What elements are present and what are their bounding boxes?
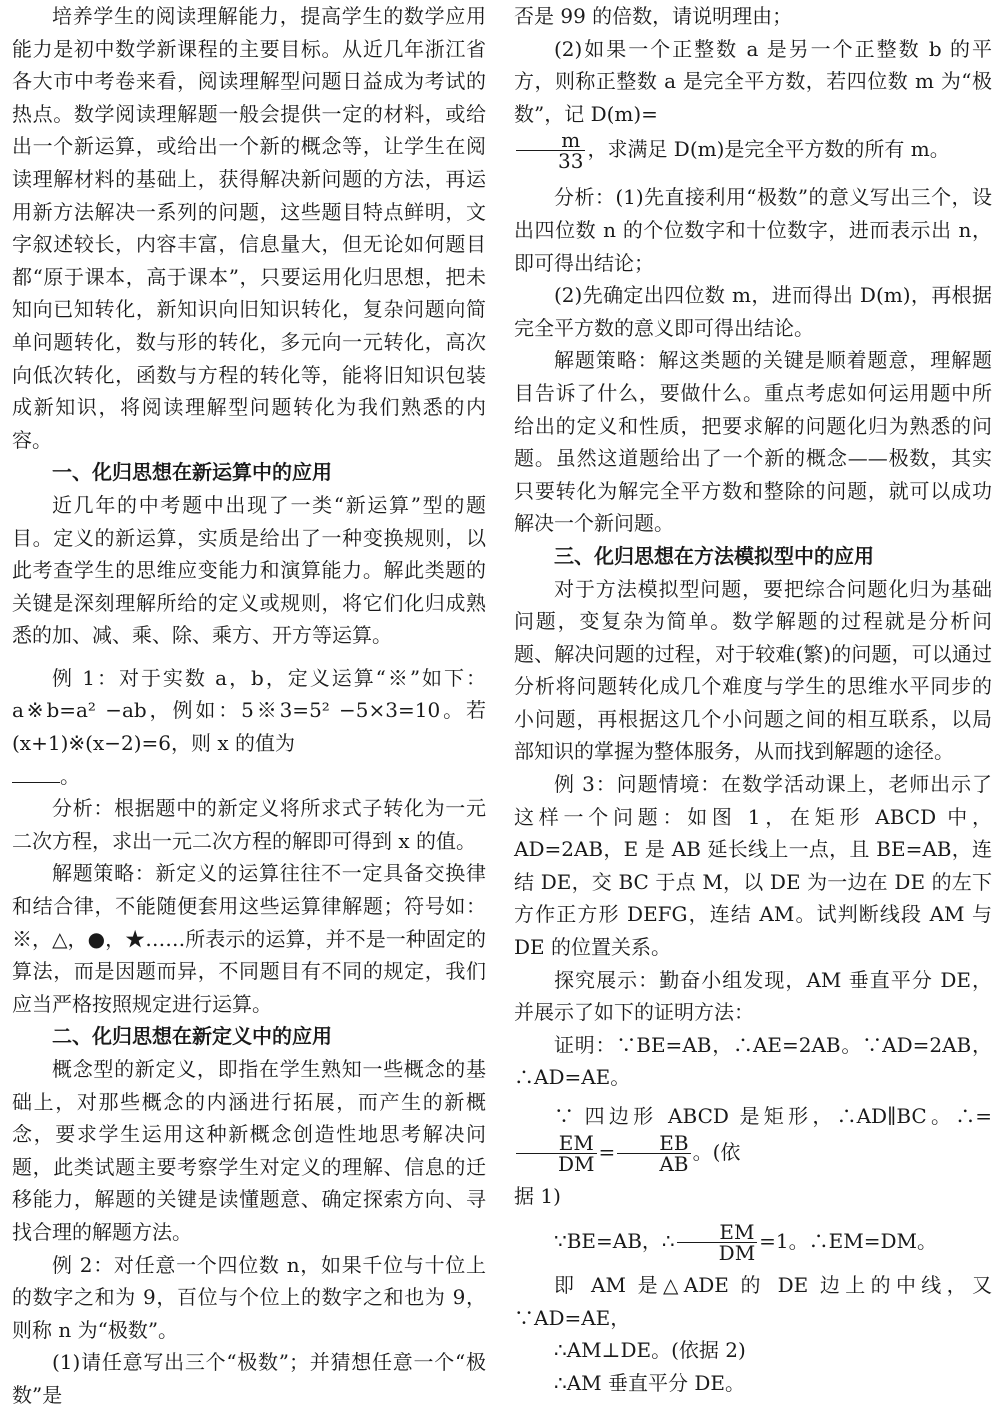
- section-3-paragraph: 对于方法模拟型问题，要把综合问题化归为基础问题，变复杂为简单。数学解题的过程就是分析问题、解决问题的过程，对于较难(繁)的问题，可以通过分析将问题转化成几个难度与学生的思维水平同步的小问题，再根据这几个小问题之间的相互联系，以局部知识的掌握为整体服务，从而找到解题的途径。: [514, 576, 992, 764]
- intro-paragraph: 培养学生的阅读理解能力，提高学生的数学应用能力是初中数学新课程的主要目标。从近几年浙江省各大市中考卷来看，阅读理解型问题日益成为考试的热点。数学阅读理解题一般会提供一定的材料，或给出一个新运算，或给出一个新的概念等，让学生在阅读理解材料的基础上，获得解决新问题的方法，再运用新方法解决一系列的问题，这些题目特点鲜明，文字叙述较长，内容丰富，信息量大，但无论如何题目都“原于课本，高于课本”，只要运用化归思想，把未知向已知转化，新知识向旧知识转化，复杂问题向简单问题转化，数与形的转化，多元向一元转化，高次向低次转化，函数与方程的转化等，能将旧知识包装成新知识，将阅读理解型问题转化为我们熟悉的内容。: [12, 4, 486, 452]
- proof-line-3: [514, 1220, 992, 1266]
- strategy-2: 解题策略：解这类题的关键是顺着题意，理解题目告诉了什么，要做什么。重点考虑如何运用题中所给出的定义和性质，把要求解的问题化归为熟悉的问题。虽然这道题给出了一个新的概念——极数，其实只要转化为解完全平方数和整除的问题，就可以成功解决一个新问题。: [514, 348, 992, 536]
- analysis-2-part-1: 分析：(1)先直接利用“极数”的意义写出三个，设出四位数 n 的个位数字和十位数字，进而表示出 n，即可得出结论；: [514, 185, 992, 275]
- example-1: [12, 662, 486, 792]
- explore-display: 探究展示：勤奋小组发现，AM 垂直平分 DE，并展示了如下的证明方法：: [514, 967, 992, 1025]
- example-2-question-2: [514, 33, 992, 172]
- right-column: [514, 0, 992, 1395]
- proof-line-6: ∴AM 垂直平分 DE。: [554, 1370, 745, 1395]
- proof-basis-1: 据 1): [514, 1183, 561, 1208]
- proof-line-1: 证明：∵BE=AB，∴AE=2AB。∵AD=2AB，∴AD=AE。: [514, 1032, 992, 1090]
- fraction-numerator: m: [516, 130, 585, 151]
- section-2-heading: 二、化归思想在新定义中的应用: [52, 1024, 332, 1049]
- fraction-numerator: EM: [677, 1222, 758, 1243]
- fraction-denominator: AB: [659, 1151, 689, 1176]
- fraction-m-over-33: [516, 128, 585, 174]
- fraction-em-dm: [516, 1130, 597, 1176]
- section-3-heading: 三、化归思想在方法模拟型中的应用: [554, 543, 874, 568]
- fraction-denominator: 33: [558, 149, 584, 174]
- answer-blank: [12, 764, 60, 783]
- fraction-denominator: DM: [718, 1241, 756, 1266]
- example-1-end: 。: [60, 763, 80, 788]
- analysis-1: 分析：根据题中的新定义将所求式子转化为一元二次方程，求出一元二次方程的解即可得到 x 的值。: [12, 796, 486, 853]
- analysis-2-part-2: (2)先确定出四位数 m，进而得出 D(m)，再根据完全平方数的意义即可得出结论。: [514, 283, 992, 340]
- proof-line-3-end: =1。∴EM=DM。: [759, 1229, 938, 1254]
- section-1-paragraph: 近几年的中考题中出现了一类“新运算”型的题目。定义的新运算，实质是给出了一种变换规则，以此考查学生的思维应变能力和演算能力。解此类题的关键是深刻理解所给的定义或规则，将它们化归成熟悉的加、减、乘、除、乘方、开方等运算。: [12, 492, 486, 648]
- proof-line-2-text: ∵ 四边形 ABCD 是矩形，∴AD∥BC。∴=: [554, 1104, 992, 1128]
- question-2-text-end: ，求满足 D(m)是完全平方数的所有 m。: [587, 137, 950, 162]
- example-2: 例 2：对任意一个四位数 n，如果千位与十位上的数字之和为 9，百位与个位上的数字之和也为 9，则称 n 为“极数”。: [12, 1252, 486, 1342]
- fraction-em-dm-2: [677, 1220, 758, 1266]
- question-1-continued: 否是 99 的倍数，请说明理由；: [514, 4, 793, 28]
- proof-line-2-end: 。(依: [692, 1139, 741, 1164]
- example-3: 例 3：问题情境：在数学活动课上，老师出示了这样一个问题：如图 1，在矩形 ABCD 中，AD=2AB，E 是 AB 延长线上一点，且 BE=AB，连结 DE，交 BC 于点 M，以 DE 为一边在 DE 的左下方作正方形 DEFG，连结 AM。试判断线段 AM 与 DE 的位置关系。: [514, 772, 992, 960]
- example-2-question-1: (1)请任意写出三个“极数”；并猜想任意一个“极数”是: [12, 1350, 486, 1407]
- fraction-numerator: EB: [617, 1133, 690, 1154]
- fraction-denominator: DM: [558, 1151, 595, 1176]
- proof-line-4: 即 AM 是△ADE 的 DE 边上的中线，又 ∵AD=AE，: [514, 1273, 992, 1330]
- proof-line-3-text: ∵BE=AB，∴: [554, 1229, 675, 1254]
- proof-line-2: ∵ 四边形 ABCD 是矩形，∴AD∥BC。∴= $\frac{EM}{DM}$ = $\frac{EB}{AB}$ 。(依: [514, 1100, 992, 1174]
- section-1-heading: 一、化归思想在新运算中的应用: [52, 460, 332, 485]
- left-column: [12, 0, 486, 1407]
- example-1-text: 例 1：对于实数 a，b，定义运算“※”如下：a※b=a² −ab，例如：5※3=5² −5×3=10。若(x+1)※(x−2)=6，则 x 的值为: [12, 665, 486, 756]
- section-2-paragraph: 概念型的新定义，即指在学生熟知一些概念的基础上，对那些概念的内涵进行拓展，而产生的新概念，要求学生运用这种新概念创造性地思考解决问题，此类试题主要考察学生对定义的理解、信息的迁移能力，解题的关键是读懂题意、确定探索方向、寻找合理的解题方法。: [12, 1057, 486, 1244]
- fraction-numerator: EM: [516, 1133, 597, 1154]
- strategy-1: 解题策略：新定义的运算往往不一定具备交换律和结合律，不能随便套用这些运算律解题；符号如：※，△，●，★……所表示的运算，并不是一种固定的算法，而是因题而异，不同题目有不同的规定，我们应当严格按照规定进行运算。: [12, 861, 486, 1016]
- question-2-text: (2)如果一个正整数 a 是另一个正整数 b 的平方，则称正整数 a 是完全平方数，若四位数 m 为“极数”，记 D(m)=: [514, 36, 992, 126]
- fraction-eb-ab: [617, 1130, 690, 1176]
- proof-line-5: ∴AM⊥DE。(依据 2): [554, 1338, 746, 1363]
